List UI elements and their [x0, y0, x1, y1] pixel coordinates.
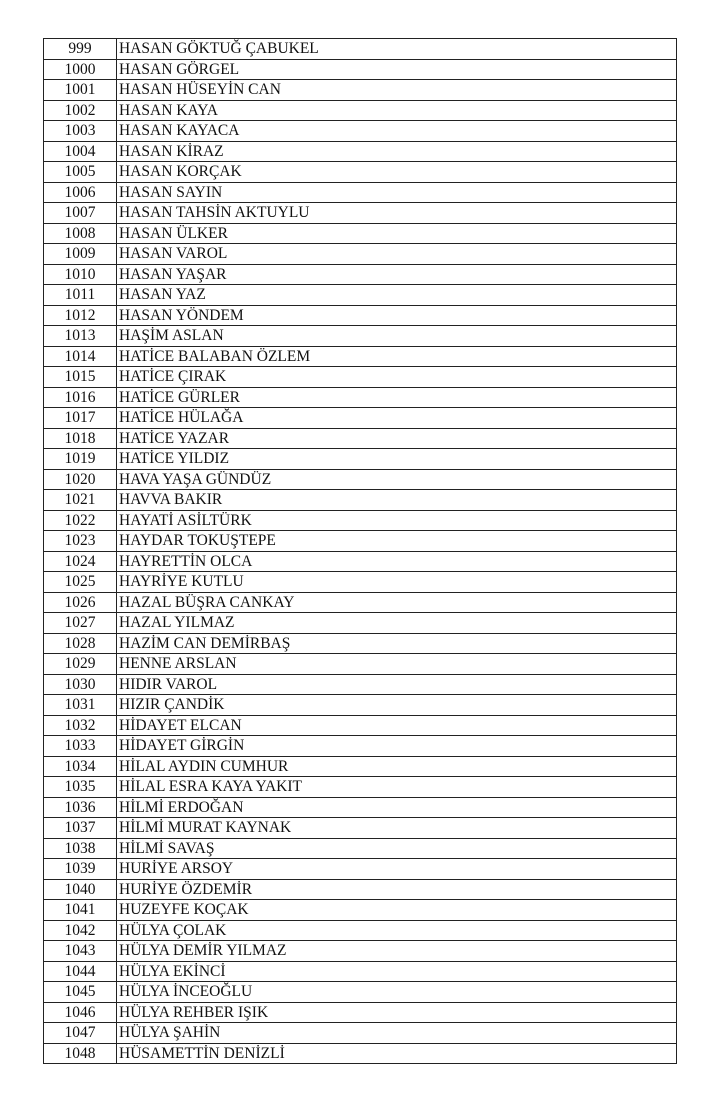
table-row [44, 941, 677, 962]
person-name: HASAN KAYACA [117, 121, 677, 142]
table-row [44, 490, 677, 511]
person-name: HİDAYET ELCAN [117, 715, 677, 736]
name-list-table [43, 38, 677, 1064]
table-row [44, 961, 677, 982]
table-row [44, 633, 677, 654]
row-number: 1025 [44, 572, 117, 593]
row-number: 1001 [44, 80, 117, 101]
person-name: HAŞİM ASLAN [117, 326, 677, 347]
row-number: 1034 [44, 756, 117, 777]
row-number: 1040 [44, 879, 117, 900]
row-number: 1035 [44, 777, 117, 798]
person-name: HAVA YAŞA GÜNDÜZ [117, 469, 677, 490]
row-number: 1017 [44, 408, 117, 429]
table-row [44, 838, 677, 859]
row-number: 1004 [44, 141, 117, 162]
row-number: 1019 [44, 449, 117, 470]
person-name: HASAN YAZ [117, 285, 677, 306]
person-name: HİLMİ ERDOĞAN [117, 797, 677, 818]
person-name: HAZAL BÜŞRA CANKAY [117, 592, 677, 613]
table-row [44, 59, 677, 80]
person-name: HUZEYFE KOÇAK [117, 900, 677, 921]
table-row [44, 736, 677, 757]
person-name: HASAN VAROL [117, 244, 677, 265]
table-row [44, 326, 677, 347]
table-row [44, 264, 677, 285]
row-number: 1015 [44, 367, 117, 388]
row-number: 1008 [44, 223, 117, 244]
table-row [44, 592, 677, 613]
table-row [44, 531, 677, 552]
row-number: 1046 [44, 1002, 117, 1023]
table-row [44, 572, 677, 593]
table-row [44, 551, 677, 572]
person-name: HASAN GÖKTUĞ ÇABUKEL [117, 39, 677, 60]
row-number: 1010 [44, 264, 117, 285]
person-name: HAZAL YILMAZ [117, 613, 677, 634]
person-name: HASAN TAHSİN AKTUYLU [117, 203, 677, 224]
row-number: 999 [44, 39, 117, 60]
row-number: 1041 [44, 900, 117, 921]
row-number: 1029 [44, 654, 117, 675]
person-name: HÜLYA REHBER IŞIK [117, 1002, 677, 1023]
table-row [44, 674, 677, 695]
name-list-body [44, 39, 677, 1064]
person-name: HAZİM CAN DEMİRBAŞ [117, 633, 677, 654]
table-row [44, 715, 677, 736]
person-name: HAYRETTİN OLCA [117, 551, 677, 572]
row-number: 1011 [44, 285, 117, 306]
row-number: 1009 [44, 244, 117, 265]
table-row [44, 818, 677, 839]
person-name: HÜLYA EKİNCİ [117, 961, 677, 982]
table-row [44, 1023, 677, 1044]
person-name: HATİCE HÜLAĞA [117, 408, 677, 429]
row-number: 1038 [44, 838, 117, 859]
person-name: HİDAYET GİRGİN [117, 736, 677, 757]
row-number: 1024 [44, 551, 117, 572]
row-number: 1021 [44, 490, 117, 511]
table-row [44, 654, 677, 675]
person-name: HATİCE YAZAR [117, 428, 677, 449]
person-name: HİLAL ESRA KAYA YAKIT [117, 777, 677, 798]
table-row [44, 80, 677, 101]
table-row [44, 387, 677, 408]
table-row [44, 756, 677, 777]
table-row [44, 39, 677, 60]
person-name: HATİCE ÇIRAK [117, 367, 677, 388]
row-number: 1033 [44, 736, 117, 757]
row-number: 1036 [44, 797, 117, 818]
table-row [44, 162, 677, 183]
table-row [44, 408, 677, 429]
person-name: HIDIR VAROL [117, 674, 677, 695]
person-name: HÜLYA İNCEOĞLU [117, 982, 677, 1003]
row-number: 1014 [44, 346, 117, 367]
row-number: 1026 [44, 592, 117, 613]
row-number: 1027 [44, 613, 117, 634]
person-name: HAVVA BAKIR [117, 490, 677, 511]
table-row [44, 1043, 677, 1064]
row-number: 1043 [44, 941, 117, 962]
row-number: 1000 [44, 59, 117, 80]
row-number: 1039 [44, 859, 117, 880]
person-name: HASAN KİRAZ [117, 141, 677, 162]
row-number: 1048 [44, 1043, 117, 1064]
person-name: HÜLYA ÇOLAK [117, 920, 677, 941]
row-number: 1031 [44, 695, 117, 716]
person-name: HATİCE BALABAN ÖZLEM [117, 346, 677, 367]
person-name: HASAN KORÇAK [117, 162, 677, 183]
person-name: HAYRİYE KUTLU [117, 572, 677, 593]
person-name: HİLAL AYDIN CUMHUR [117, 756, 677, 777]
person-name: HİLMİ SAVAŞ [117, 838, 677, 859]
person-name: HÜLYA DEMİR YILMAZ [117, 941, 677, 962]
person-name: HASAN YAŞAR [117, 264, 677, 285]
person-name: HASAN ÜLKER [117, 223, 677, 244]
table-row [44, 367, 677, 388]
table-row [44, 879, 677, 900]
person-name: HAYATİ ASİLTÜRK [117, 510, 677, 531]
person-name: HİLMİ MURAT KAYNAK [117, 818, 677, 839]
row-number: 1003 [44, 121, 117, 142]
table-row [44, 469, 677, 490]
row-number: 1023 [44, 531, 117, 552]
person-name: HASAN SAYIN [117, 182, 677, 203]
row-number: 1042 [44, 920, 117, 941]
person-name: HURİYE ÖZDEMİR [117, 879, 677, 900]
person-name: HIZIR ÇANDİK [117, 695, 677, 716]
table-row [44, 182, 677, 203]
row-number: 1047 [44, 1023, 117, 1044]
row-number: 1037 [44, 818, 117, 839]
row-number: 1012 [44, 305, 117, 326]
table-row [44, 777, 677, 798]
table-row [44, 244, 677, 265]
person-name: HAYDAR TOKUŞTEPE [117, 531, 677, 552]
person-name: HATİCE GÜRLER [117, 387, 677, 408]
table-row [44, 1002, 677, 1023]
person-name: HÜLYA ŞAHİN [117, 1023, 677, 1044]
table-row [44, 695, 677, 716]
person-name: HURİYE ARSOY [117, 859, 677, 880]
table-row [44, 141, 677, 162]
table-row [44, 982, 677, 1003]
person-name: HENNE ARSLAN [117, 654, 677, 675]
table-row [44, 428, 677, 449]
row-number: 1005 [44, 162, 117, 183]
row-number: 1002 [44, 100, 117, 121]
table-row [44, 859, 677, 880]
table-row [44, 305, 677, 326]
person-name: HÜSAMETTİN DENİZLİ [117, 1043, 677, 1064]
person-name: HASAN YÖNDEM [117, 305, 677, 326]
row-number: 1016 [44, 387, 117, 408]
table-row [44, 285, 677, 306]
table-row [44, 121, 677, 142]
table-row [44, 203, 677, 224]
row-number: 1028 [44, 633, 117, 654]
row-number: 1044 [44, 961, 117, 982]
row-number: 1007 [44, 203, 117, 224]
row-number: 1018 [44, 428, 117, 449]
table-row [44, 510, 677, 531]
person-name: HASAN GÖRGEL [117, 59, 677, 80]
person-name: HASAN KAYA [117, 100, 677, 121]
row-number: 1006 [44, 182, 117, 203]
person-name: HASAN HÜSEYİN CAN [117, 80, 677, 101]
row-number: 1013 [44, 326, 117, 347]
person-name: HATİCE YILDIZ [117, 449, 677, 470]
row-number: 1032 [44, 715, 117, 736]
table-row [44, 449, 677, 470]
table-row [44, 346, 677, 367]
table-row [44, 100, 677, 121]
table-row [44, 223, 677, 244]
row-number: 1045 [44, 982, 117, 1003]
row-number: 1020 [44, 469, 117, 490]
table-row [44, 920, 677, 941]
row-number: 1030 [44, 674, 117, 695]
table-row [44, 797, 677, 818]
table-row [44, 900, 677, 921]
row-number: 1022 [44, 510, 117, 531]
table-row [44, 613, 677, 634]
